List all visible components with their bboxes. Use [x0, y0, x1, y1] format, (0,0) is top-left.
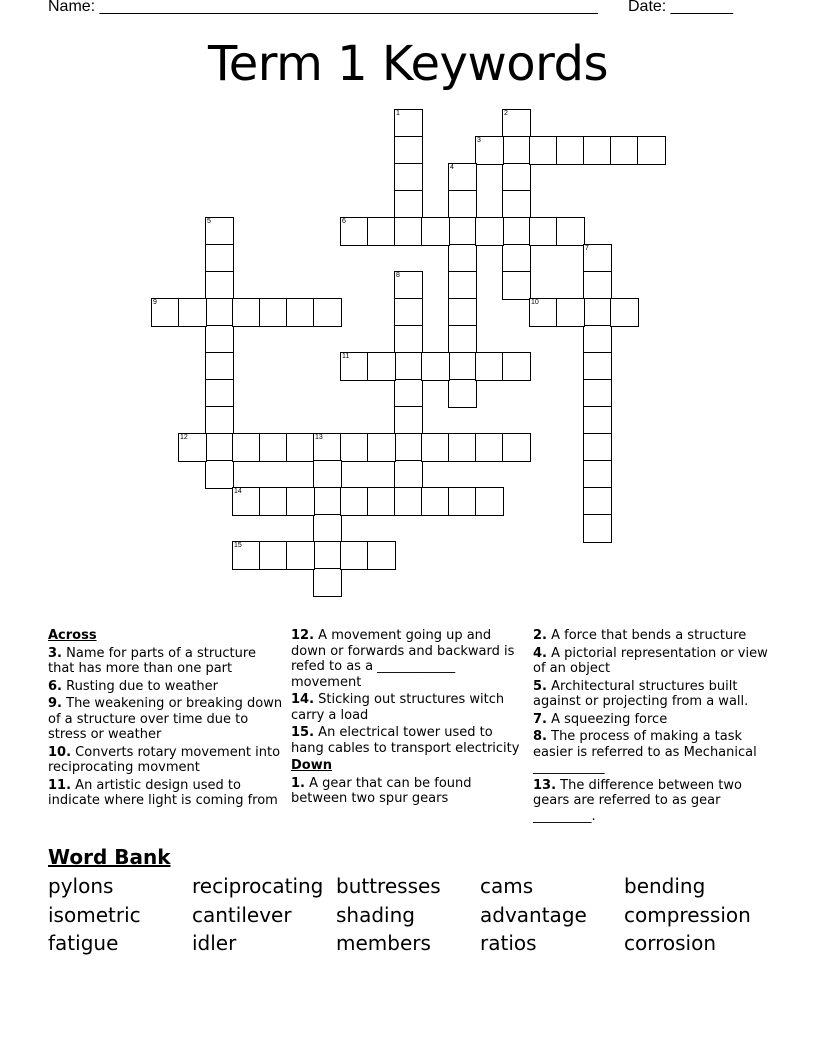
clues-column-3	[533, 628, 769, 826]
crossword-cell[interactable]	[286, 487, 315, 516]
clues-column-2	[291, 628, 527, 809]
crossword-cell[interactable]	[151, 298, 180, 327]
crossword-cell[interactable]	[448, 379, 477, 408]
crossword-cell[interactable]	[448, 217, 477, 246]
clue-down-1: 1. A gear that can be found between two spur gears	[291, 775, 472, 806]
crossword-cell[interactable]	[232, 298, 261, 327]
clue-down-13: 13. The difference between two gears are referred to as gear _________.	[533, 777, 742, 824]
word-bank-word: bending	[624, 874, 706, 898]
crossword-cell[interactable]	[313, 433, 342, 462]
crossword-cell[interactable]	[583, 352, 612, 381]
word-bank-word: corrosion	[624, 931, 717, 955]
word-bank-word: shading	[336, 903, 415, 927]
crossword-cell[interactable]	[583, 244, 612, 273]
crossword-cell[interactable]	[448, 244, 477, 273]
crossword-cell[interactable]	[367, 487, 396, 516]
crossword-cell[interactable]	[313, 568, 342, 597]
crossword-cell[interactable]	[394, 406, 423, 435]
crossword-cell[interactable]	[448, 163, 477, 192]
crossword-cell[interactable]	[610, 136, 639, 165]
crossword-cell[interactable]	[556, 217, 585, 246]
word-bank-word: reciprocating	[192, 874, 324, 898]
crossword-cell[interactable]	[448, 352, 477, 381]
crossword-cell[interactable]	[340, 541, 369, 570]
clue-down-7: 7. A squeezing force	[533, 711, 668, 727]
clue-across-14: 14. Sticking out structures witch carry a load	[291, 692, 505, 723]
crossword-cell[interactable]	[205, 433, 234, 462]
crossword-cell[interactable]	[205, 406, 234, 435]
crossword-cell[interactable]	[475, 487, 504, 516]
cell-number: 15	[234, 542, 242, 549]
date-field[interactable]: Date: _______	[628, 0, 733, 15]
crossword-cell[interactable]	[340, 217, 369, 246]
crossword-cell[interactable]	[394, 379, 423, 408]
crossword-cell[interactable]	[448, 433, 477, 462]
crossword-cell[interactable]	[205, 217, 234, 246]
cell-number: 4	[450, 164, 454, 171]
crossword-cell[interactable]	[259, 433, 288, 462]
word-bank-word: members	[336, 931, 431, 955]
crossword-cell[interactable]	[394, 271, 423, 300]
crossword-cell[interactable]	[421, 352, 450, 381]
crossword-cell[interactable]	[610, 298, 639, 327]
crossword-cell[interactable]	[205, 244, 234, 273]
crossword-cell[interactable]	[259, 487, 288, 516]
crossword-cell[interactable]	[421, 217, 450, 246]
clue-across-15: 15. An electrical tower used to hang cables to transport electricity	[291, 725, 520, 756]
crossword-cell[interactable]	[502, 163, 531, 192]
crossword-cell[interactable]	[556, 298, 585, 327]
crossword-cell[interactable]	[502, 217, 531, 246]
crossword-cell[interactable]	[529, 298, 558, 327]
crossword-cell[interactable]	[178, 298, 207, 327]
cell-number: 1	[396, 110, 400, 117]
crossword-cell[interactable]	[637, 136, 666, 165]
crossword-cell[interactable]	[583, 325, 612, 354]
cell-number: 12	[180, 434, 188, 441]
clue-across-6: 6. Rusting due to weather	[48, 678, 218, 694]
crossword-cell[interactable]	[313, 541, 342, 570]
crossword-cell[interactable]	[556, 136, 585, 165]
crossword-cell[interactable]	[502, 271, 531, 300]
crossword-cell[interactable]	[475, 136, 504, 165]
cell-number: 10	[531, 299, 539, 306]
word-bank-title: Word Bank	[48, 845, 171, 869]
crossword-cell[interactable]	[583, 433, 612, 462]
crossword-cell[interactable]	[394, 109, 423, 138]
crossword-cell[interactable]	[313, 298, 342, 327]
crossword-cell[interactable]	[502, 190, 531, 219]
crossword-cell[interactable]	[340, 352, 369, 381]
crossword-cell[interactable]	[529, 136, 558, 165]
word-bank-word: pylons	[48, 874, 114, 898]
crossword-cell[interactable]	[340, 487, 369, 516]
clue-down-2: 2. A force that bends a structure	[533, 628, 747, 643]
crossword-cell[interactable]	[232, 487, 261, 516]
crossword-cell[interactable]	[232, 541, 261, 570]
crossword-cell[interactable]	[394, 325, 423, 354]
crossword-cell[interactable]	[394, 217, 423, 246]
word-bank-word: cams	[480, 874, 534, 898]
page-title: Term 1 Keywords	[208, 36, 608, 92]
word-bank-word: buttresses	[336, 874, 441, 898]
crossword-cell[interactable]	[259, 298, 288, 327]
crossword-cell[interactable]	[394, 298, 423, 327]
cell-number: 5	[207, 218, 211, 225]
cell-number: 7	[585, 245, 589, 252]
clue-across-3: 3. Name for parts of a structure that has more than one part	[48, 645, 256, 676]
crossword-cell[interactable]	[286, 541, 315, 570]
crossword-cell[interactable]	[583, 460, 612, 489]
crossword-cell[interactable]	[367, 352, 396, 381]
clue-across-9: 9. The weakening or breaking down of a structure over time due to stress or weather	[48, 696, 283, 742]
crossword-cell[interactable]	[205, 460, 234, 489]
cell-number: 3	[477, 137, 481, 144]
clues-column-1	[48, 628, 284, 811]
crossword-cell[interactable]	[394, 136, 423, 165]
crossword-cell[interactable]	[475, 217, 504, 246]
crossword-cell[interactable]	[583, 271, 612, 300]
crossword-cell[interactable]	[394, 190, 423, 219]
crossword-cell[interactable]	[583, 514, 612, 543]
crossword-cell[interactable]	[205, 271, 234, 300]
crossword-cell[interactable]	[583, 136, 612, 165]
crossword-cell[interactable]	[583, 379, 612, 408]
crossword-cell[interactable]	[448, 325, 477, 354]
crossword-cell[interactable]	[205, 352, 234, 381]
crossword-cell[interactable]	[502, 433, 531, 462]
crossword-cell[interactable]	[313, 514, 342, 543]
crossword-cell[interactable]	[475, 352, 504, 381]
crossword-cell[interactable]	[259, 541, 288, 570]
crossword-cell[interactable]	[448, 271, 477, 300]
crossword-cell[interactable]	[232, 433, 261, 462]
cell-number: 6	[342, 218, 346, 225]
crossword-cell[interactable]	[583, 487, 612, 516]
crossword-cell[interactable]	[421, 433, 450, 462]
word-bank-word: compression	[624, 903, 751, 927]
crossword-cell[interactable]	[583, 298, 612, 327]
word-bank-word: advantage	[480, 903, 587, 927]
crossword-cell[interactable]	[421, 487, 450, 516]
crossword-cell[interactable]	[367, 433, 396, 462]
cell-number: 9	[153, 299, 157, 306]
word-bank-word: cantilever	[192, 903, 292, 927]
crossword-cell[interactable]	[394, 487, 423, 516]
clue-down-4: 4. A pictorial representation or view of an object	[533, 645, 768, 676]
name-field[interactable]: Name: ________________________________________________________	[48, 0, 598, 15]
crossword-cell[interactable]	[502, 109, 531, 138]
word-bank-word: idler	[192, 931, 237, 955]
crossword-cell[interactable]	[286, 433, 315, 462]
crossword-cell[interactable]	[475, 433, 504, 462]
down-heading: Down	[291, 758, 332, 773]
crossword-cell[interactable]	[394, 352, 423, 381]
crossword-cell[interactable]	[313, 487, 342, 516]
crossword-cell[interactable]	[448, 487, 477, 516]
clue-down-8: 8. The process of making a task easier is referred to as Mechanical ___________	[533, 729, 757, 775]
cell-number: 8	[396, 272, 400, 279]
across-heading: Across	[48, 628, 97, 643]
word-bank-word: isometric	[48, 903, 141, 927]
crossword-cell[interactable]	[502, 136, 531, 165]
crossword-cell[interactable]	[286, 298, 315, 327]
crossword-cell[interactable]	[583, 406, 612, 435]
crossword-cell[interactable]	[394, 460, 423, 489]
crossword-cell[interactable]	[502, 352, 531, 381]
word-bank-word: fatigue	[48, 931, 119, 955]
crossword-cell[interactable]	[205, 379, 234, 408]
crossword-cell[interactable]	[448, 298, 477, 327]
crossword-cell[interactable]	[394, 433, 423, 462]
word-bank-word: ratios	[480, 931, 537, 955]
clue-across-10: 10. Converts rotary movement into reciprocating movment	[48, 744, 281, 775]
clue-across-12: 12. A movement going up and down or forwards and backward is refed to as a ____________ movement	[291, 628, 515, 690]
crossword-cell[interactable]	[529, 217, 558, 246]
crossword-cell[interactable]	[367, 217, 396, 246]
crossword-cell[interactable]	[313, 460, 342, 489]
clue-down-5: 5. Architectural structures built against or projecting from a wall.	[533, 678, 749, 709]
clue-across-11: 11. An artistic design used to indicate where light is coming from	[48, 777, 278, 808]
crossword-cell[interactable]	[502, 244, 531, 273]
crossword-cell[interactable]	[367, 541, 396, 570]
cell-number: 2	[504, 110, 508, 117]
cell-number: 14	[234, 488, 242, 495]
crossword-cell[interactable]	[205, 298, 234, 327]
crossword-cell[interactable]	[205, 325, 234, 354]
crossword-cell[interactable]	[448, 190, 477, 219]
cell-number: 11	[342, 353, 350, 360]
crossword-cell[interactable]	[394, 163, 423, 192]
cell-number: 13	[315, 434, 323, 441]
crossword-cell[interactable]	[340, 433, 369, 462]
crossword-cell[interactable]	[178, 433, 207, 462]
